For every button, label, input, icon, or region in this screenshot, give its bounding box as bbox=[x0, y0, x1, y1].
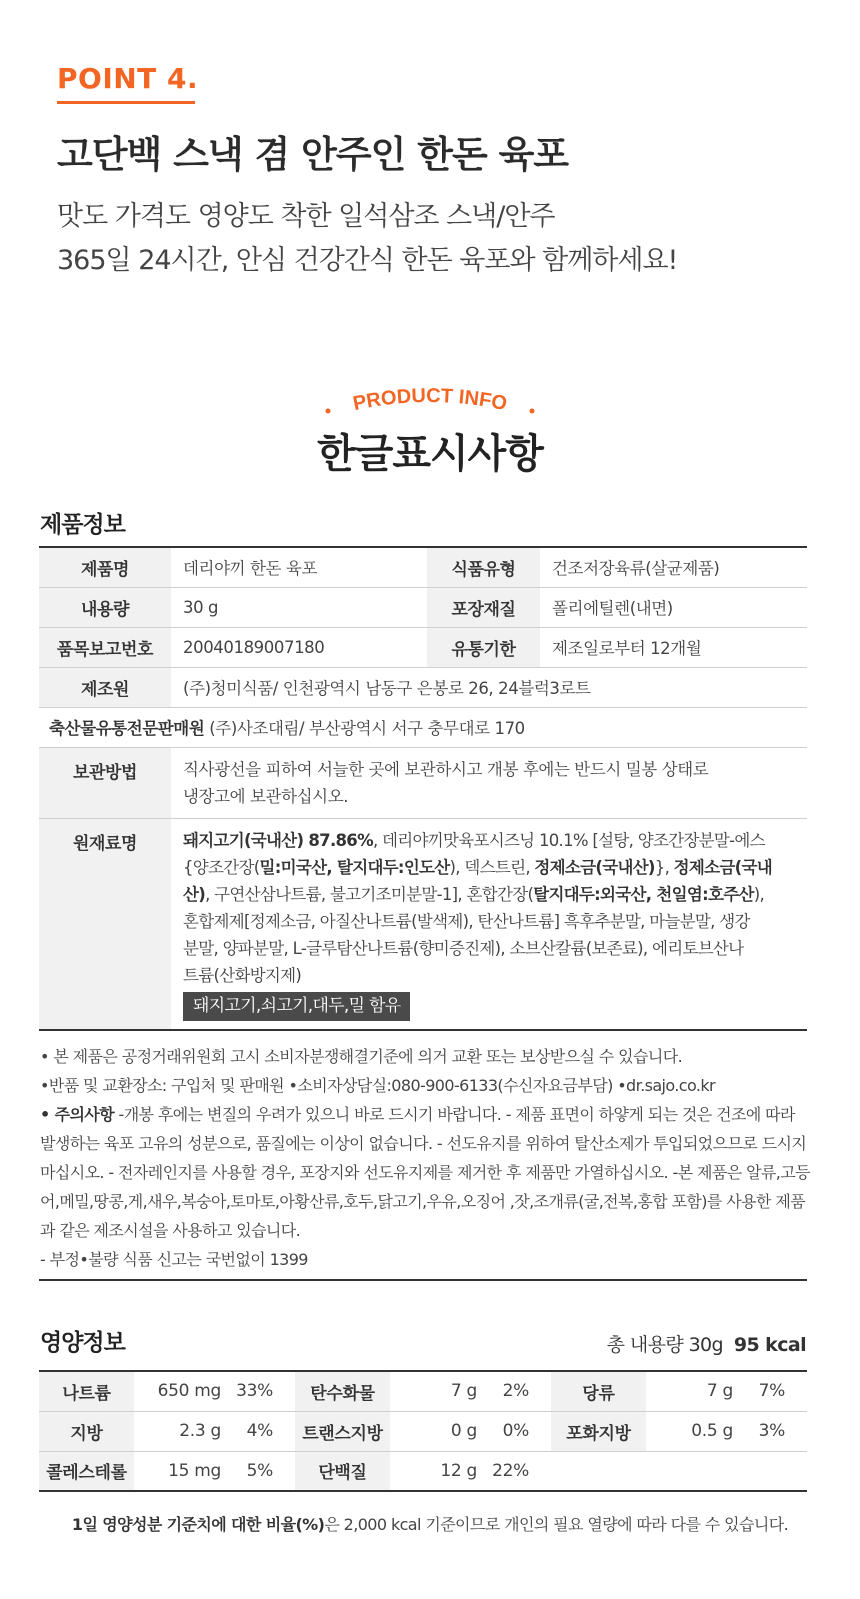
table-row bbox=[39, 1451, 807, 1491]
volume-label: 내용량 bbox=[39, 587, 171, 627]
nutrient-label: 포화지방 bbox=[551, 1411, 646, 1451]
caution-paragraph bbox=[40, 1100, 810, 1245]
nutrition-footnote bbox=[0, 1512, 860, 1535]
nutrient-percent: 0% bbox=[485, 1411, 551, 1451]
ing-bold: 탈지대두:외국산, 천일염:호주산 bbox=[533, 884, 754, 904]
product-info-table bbox=[39, 546, 807, 1031]
ing-line: 트륨(산화방지제) bbox=[183, 965, 302, 985]
nutrient-label: 지방 bbox=[39, 1411, 134, 1451]
ingredients-value bbox=[171, 818, 807, 1030]
product-info-eyebrow-text: PRODUCT INFO bbox=[351, 384, 509, 416]
storage-line-1: 직사광선을 피하여 서늘한 곳에 보관하시고 개봉 후에는 반드시 밀봉 상태로 bbox=[183, 759, 709, 779]
ing-line: 혼합제제[정제소금, 아질산나트륨(발색제), 탄산나트륨] 흑후추분말, 마늘분말, 생강 bbox=[183, 911, 750, 931]
divider bbox=[39, 1279, 807, 1281]
nutrient-amount: 0.5 g bbox=[646, 1411, 741, 1451]
empty-cell bbox=[646, 1451, 741, 1491]
table-row bbox=[39, 1371, 807, 1411]
nutrient-label: 탄수화물 bbox=[295, 1371, 390, 1411]
packaging-value: 폴리에틸렌(내면) bbox=[540, 587, 807, 627]
footnote-text: 은 2,000 kcal 기준이므로 개인의 필요 열량에 따라 다를 수 있습니다. bbox=[324, 1515, 789, 1534]
ing-text: , 데리야끼맛육포시즈닝 10.1% [설탕, 양조간장분말-에스 bbox=[372, 830, 765, 850]
ing-bold: 산) bbox=[183, 884, 206, 904]
point-subtitle-1: 맛도 가격도 영양도 착한 일석삼조 스낵/안주 bbox=[57, 201, 555, 232]
nutrient-percent: 22% bbox=[485, 1451, 551, 1491]
point-subtitle-2: 365일 24시간, 안심 건강간식 한돈 육포와 함께하세요! bbox=[57, 245, 678, 276]
ing-text: {양조간장( bbox=[183, 857, 260, 877]
nutrient-amount: 7 g bbox=[390, 1371, 485, 1411]
ing-bold: 밀:미국산, 탈지대두:인도산 bbox=[259, 857, 450, 877]
maker-label: 제조원 bbox=[39, 667, 171, 707]
nutrient-percent: 2% bbox=[485, 1371, 551, 1411]
allergen-badge: 돼지고기,쇠고기,대두,밀 함유 bbox=[183, 992, 410, 1021]
notice-block bbox=[40, 1042, 810, 1274]
nutrition-section-title: 영양정보 bbox=[40, 1330, 125, 1356]
product-info-title: 한글표시사항 bbox=[317, 431, 543, 477]
type-label: 식품유형 bbox=[427, 547, 540, 587]
svg-text:PRODUCT INFO bbox=[351, 385, 509, 415]
product-section-title: 제품정보 bbox=[40, 512, 125, 538]
volume-value: 30 g bbox=[171, 587, 427, 627]
nutrient-label: 트랜스지방 bbox=[295, 1411, 390, 1451]
nutrient-percent: 3% bbox=[741, 1411, 807, 1451]
table-row bbox=[39, 667, 807, 707]
empty-cell bbox=[551, 1451, 646, 1491]
type-value: 건조저장육류(살균제품) bbox=[540, 547, 807, 587]
table-row bbox=[39, 587, 807, 627]
storage-label: 보관방법 bbox=[39, 747, 171, 818]
name-value: 데리야끼 한돈 육포 bbox=[171, 547, 427, 587]
expiry-value: 제조일로부터 12개월 bbox=[540, 627, 807, 667]
nutrient-amount: 650 mg bbox=[134, 1371, 229, 1411]
product-info-eyebrow bbox=[320, 376, 540, 422]
nutrition-total bbox=[607, 1330, 806, 1357]
nutrient-amount: 0 g bbox=[390, 1411, 485, 1451]
point-underline bbox=[57, 101, 195, 104]
nutrient-amount: 2.3 g bbox=[134, 1411, 229, 1451]
caution-text: -개봉 후에는 변질의 우려가 있으니 바로 드시기 바랍니다. - 제품 표면이 하얗게 되는 것은 건조에 따라 발생하는 육포 고유의 성분으로, 품질에는 이상이 없습니다. - 선도유지를 위하여 탈산소제가 투입되었으므로 드시지 마십시오. - 전자레인지를 사용할 경우, 포장지와 선도유지제를 제거한 후 제품만 가열하십시오. -본 제품은 알류,고등어,메밀,땅콩,게,새우,복숭아,토마토,아황산류,호두,닭고기,우유,오징어 ,잣,조개류(굴,전복,홍합 포함)를 사용한 제품과 같은 제조시설을 사용하고 있습니다. bbox=[40, 1105, 810, 1240]
ing-text: , 구연산삼나트륨, 불고기조미분말-1], 혼합간장( bbox=[205, 884, 534, 904]
total-amount: 총 내용량 30g bbox=[606, 1334, 724, 1356]
table-row bbox=[39, 707, 807, 747]
caution-label: • 주의사항 bbox=[40, 1105, 115, 1124]
seller-label: 축산물유통전문판매원 bbox=[49, 719, 205, 738]
notice-line: •반품 및 교환장소: 구입처 및 판매원 •소비자상담실:080-900-6133(수신자요금부담) •dr.sajo.co.kr bbox=[40, 1076, 716, 1095]
table-row bbox=[39, 747, 807, 818]
storage-line-2: 냉장고에 보관하십시오. bbox=[183, 786, 349, 806]
nutrient-amount: 12 g bbox=[390, 1451, 485, 1491]
nutrient-percent: 4% bbox=[229, 1411, 295, 1451]
ing-line: 분말, 양파분말, L-글루탐산나트륨(향미증진제), 소브산칼륨(보존료), 에리토브산나 bbox=[183, 938, 744, 958]
ing-text: ), bbox=[753, 884, 765, 904]
nutrient-percent: 33% bbox=[229, 1371, 295, 1411]
table-row bbox=[39, 627, 807, 667]
nutrient-label: 나트륨 bbox=[39, 1371, 134, 1411]
point-title: 고단백 스낵 겸 안주인 한돈 육포 bbox=[57, 133, 569, 176]
table-row bbox=[39, 547, 807, 587]
report-number-label: 품목보고번호 bbox=[39, 627, 171, 667]
notice-line: - 부정•불량 식품 신고는 국번없이 1399 bbox=[40, 1250, 308, 1269]
storage-value bbox=[171, 747, 807, 818]
table-row bbox=[39, 1411, 807, 1451]
expiry-label: 유통기한 bbox=[427, 627, 540, 667]
nutrient-label: 콜레스테롤 bbox=[39, 1451, 134, 1491]
maker-value: (주)청미식품/ 인천광역시 남동구 은봉로 26, 24블럭3로트 bbox=[171, 667, 807, 707]
seller-row bbox=[39, 707, 807, 747]
total-kcal: 95 kcal bbox=[733, 1334, 806, 1356]
nutrient-percent: 7% bbox=[741, 1371, 807, 1411]
ing-bold: 정제소금(국내 bbox=[673, 857, 772, 877]
nutrient-label: 당류 bbox=[551, 1371, 646, 1411]
name-label: 제품명 bbox=[39, 547, 171, 587]
packaging-label: 포장재질 bbox=[427, 587, 540, 627]
ing-bold: 돼지고기(국내산) 87.86% bbox=[183, 830, 373, 850]
nutrient-percent: 5% bbox=[229, 1451, 295, 1491]
ingredients-label: 원재료명 bbox=[39, 818, 171, 1030]
nutrition-table bbox=[39, 1370, 807, 1492]
nutrient-amount: 7 g bbox=[646, 1371, 741, 1411]
ing-text: }, bbox=[654, 857, 674, 877]
seller-value: (주)사조대림/ 부산광역시 서구 충무대로 170 bbox=[209, 719, 525, 738]
ing-bold: 정제소금(국내산) bbox=[534, 857, 655, 877]
footnote-bold: 1일 영양성분 기준치에 대한 비율(%) bbox=[71, 1515, 325, 1534]
nutrient-amount: 15 mg bbox=[134, 1451, 229, 1491]
point-label: POINT 4. bbox=[57, 62, 199, 95]
empty-cell bbox=[741, 1451, 807, 1491]
nutrient-label: 단백질 bbox=[295, 1451, 390, 1491]
notice-line: • 본 제품은 공정거래위원회 고시 소비자분쟁해결기준에 의거 교환 또는 보상받으실 수 있습니다. bbox=[40, 1047, 683, 1066]
table-row bbox=[39, 818, 807, 1030]
report-number-value: 20040189007180 bbox=[171, 627, 427, 667]
ing-text: ), 덱스트린, bbox=[449, 857, 535, 877]
